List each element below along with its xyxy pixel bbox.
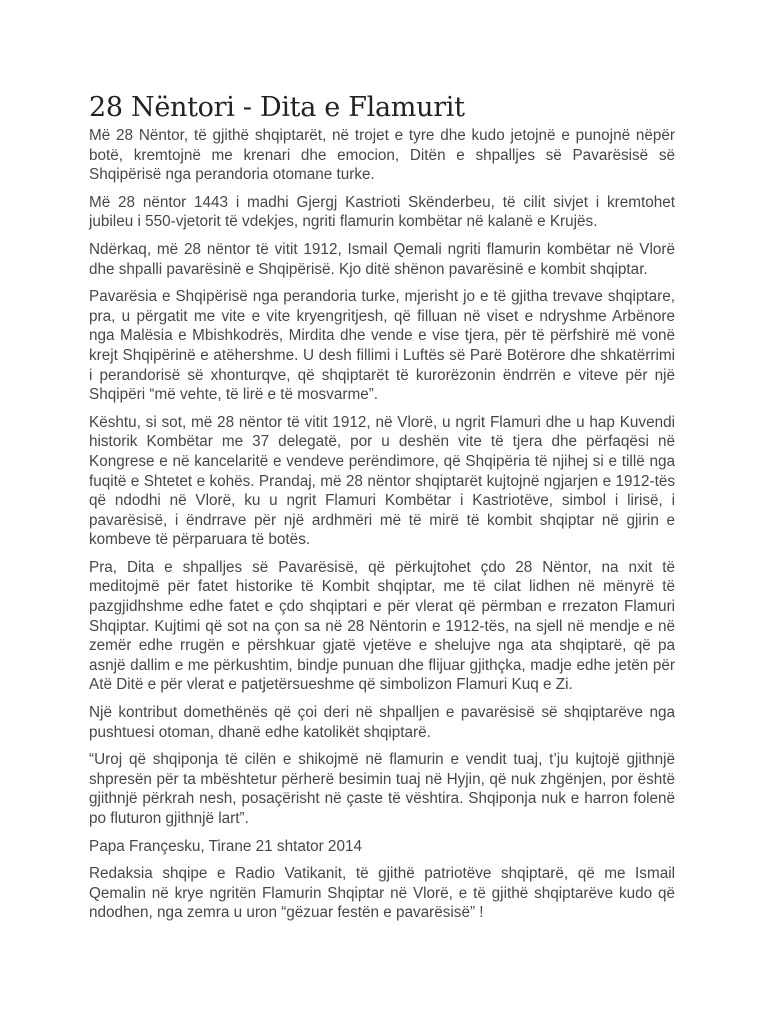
- paragraph-independence-history: Pavarësia e Shqipërisë nga perandoria turke, mjerisht jo e të gjitha trevave shqiptare, pra, u përgatit me vite e vite kryengritjesh, që filluan në viset e ndryshme Arbënore nga Malësia e Mbishkodrës, Mirdita dhe vende e vise tjera, për të përfshirë më vonë krejt Shqipërinë e atëhershme. U desh fillimi i Luftës së Parë Botërore dhe shkatërrimi i perandorisë së xhonturqve, që shqiptarët të kurorëzonin ëndrrën e viteve për një Shqipëri “më vehte, të lirë e të mosvarme”.: [89, 288, 675, 404]
- paragraph-catholics: Një kontribut domethënës që çoi deri në shpalljen e pavarësisë së shqiptarëve nga pushtuesi otoman, dhanë edhe katolikët shqiptarë.: [89, 704, 675, 741]
- paragraph-ismail-qemali: Ndërkaq, më 28 nëntor të vitit 1912, Ismail Qemali ngriti flamurin kombëtar në Vlorë dhe shpalli pavarësinë e Shqipërisë. Kjo ditë shënon pavarësinë e kombit shqiptar.: [89, 240, 675, 278]
- paragraph-quote-attribution: Papa Françesku, Tirane 21 shtator 2014: [89, 837, 362, 855]
- page-title: 28 Nëntori - Dita e Flamurit: [89, 92, 465, 123]
- paragraph-closing-greeting: Redaksia shqipe e Radio Vatikanit, të gjithë patriotëve shqiptarë, që me Ismail Qemalin në krye ngritën Flamurin Shqiptar në Vlorë, e të gjithë shqiptarëve kudo që ndodhen, nga zemra u uron “gëzuar festën e pavarësisë” !: [89, 865, 675, 922]
- paragraph-papal-quote: “Uroj që shqiponja të cilën e shikojmë në flamurin e vendit tuaj, t’ju kujtojë gjithnjë shpresën për ta mbështetur përherë besimin tuaj në Hyjin, që nuk zhgënjen, por është gjithnjë përkrah nesh, posaçërisht në çaste të vështira. Shqiponja nuk e harron folenë po fluturon gjithnjë lart”.: [89, 751, 675, 827]
- paragraph-intro: Më 28 Nëntor, të gjithë shqiptarët, në trojet e tyre dhe kudo jetojnë e punojnë nëpër botë, kremtojnë me krenari dhe emocion, Ditën e shpalljes së Pavarësisë së Shqipërisë nga perandoria otomane turke.: [89, 127, 675, 184]
- document-page: [89, 92, 675, 931]
- paragraph-skanderbeg: Më 28 nëntor 1443 i madhi Gjergj Kastrioti Skënderbeu, të cilit sivjet i kremtohet jubileu i 550-vjetorit të vdekjes, ngriti flamurin kombëtar në kalanë e Krujës.: [89, 193, 675, 231]
- paragraph-reflection: Pra, Dita e shpalljes së Pavarësisë, që përkujtohet çdo 28 Nëntor, na nxit të meditojmë për fatet historike të Kombit shqiptar, me të cilat lidhen në mënyrë të pazgjidhshme edhe fatet e çdo shqiptari e për vlerat që përmban e rrezaton Flamuri Shqiptar. Kujtimi që sot na çon sa në 28 Nëntorin e 1912-tës, na sjell në mendje e në zemër edhe rrugën e përshkuar gjatë vjetëve e shelujve nga ata shqiptarë, që pa asnjë dallim e me përkushtim, bindje punuan dhe flijuar gjithçka, madje edhe jetën për Atë Ditë e për vlerat e patjetërsueshme që simbolizon Flamuri Kuq e Zi.: [89, 558, 675, 694]
- paragraph-vlore-1912: Kështu, si sot, më 28 nëntor të vitit 1912, në Vlorë, u ngrit Flamuri dhe u hap Kuvendi historik Kombëtar me 37 delegatë, por u deshën vite të tjera dhe përfaqësi në Kongrese e në kancelaritë e vendeve perëndimore, që Shqipëria të njihej si e tillë nga fuqitë e Shtetet e kohës. Prandaj, më 28 nëntor shqiptarët kujtojnë ngjarjen e 1912-tës që ndodhi në Vlorë, ku u ngrit Flamuri Kombëtar i Kastriotëve, simbol i lirisë, i pavarësisë, i ëndrrave për një ardhmëri më të mirë të kombit shqiptar në gjirin e kombeve të përparuara të botës.: [89, 413, 675, 549]
